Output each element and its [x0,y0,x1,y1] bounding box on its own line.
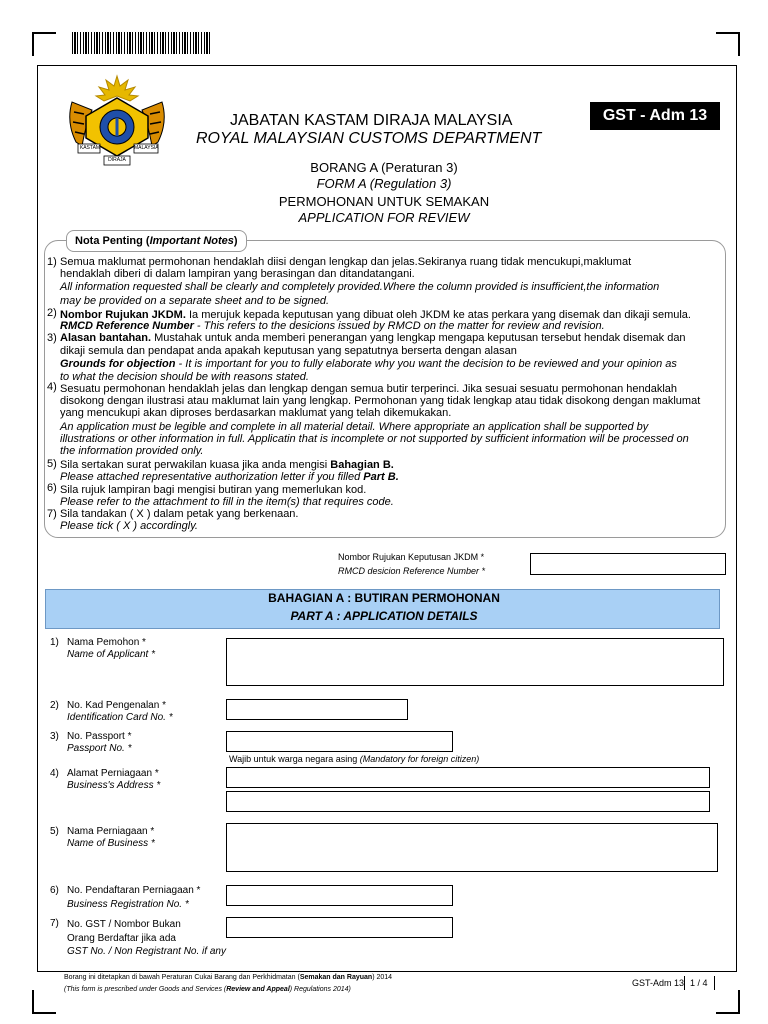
crop-mark-top-left [32,32,56,56]
note-2-line-1: Nombor Rujukan JKDM. Ia merujuk kepada keputusan yang dibuat oleh JKDM ke atas perkara yang disemak dan dikaji semula. [60,309,691,321]
business-reg-label-english: Business Registration No. * [67,899,189,910]
note-number: 5) [47,458,57,470]
field-number: 6) [50,885,59,896]
passport-label-malay: No. Passport * [67,731,132,742]
part-a-title-malay: BAHAGIAN A : BUTIRAN PERMOHONAN [268,591,500,605]
crop-mark-top-right [716,32,740,56]
business-name-label-english: Name of Business * [67,838,155,849]
business-address-field-line-2[interactable] [226,791,710,812]
note-number: 7) [47,508,57,520]
footer-regulation-english: (This form is prescribed under Goods and Services (Review and Appeal) Regulations 2014) [64,986,351,993]
note-4-line-6: the information provided only. [60,445,204,457]
application-title-english: APPLICATION FOR REVIEW [298,210,470,225]
footer-divider [714,976,715,990]
ref-number-field[interactable] [530,553,726,575]
note-3-line-3: Grounds for objection - It is important for you to fully elaborate why you want the decision to be reviewed and your opinion as [60,358,677,370]
ic-number-label-english: Identification Card No. * [67,712,173,723]
field-number: 5) [50,826,59,837]
note-5-line-2: Please attached representative authorization letter if you filled Part B. [60,471,399,483]
field-number: 2) [50,700,59,711]
application-title-malay: PERMOHONAN UNTUK SEMAKAN [278,194,490,209]
note-1-line-3: All information requested shall be clearly and completely provided.Where the column provided is insufficient,the information [60,281,660,293]
business-reg-label-malay: No. Pendaftaran Perniagaan * [67,885,201,896]
gst-number-label-malay-line-2: Orang Berdaftar jika ada [67,933,176,944]
field-number: 3) [50,731,59,742]
note-number: 3) [47,332,57,344]
business-address-label-malay: Alamat Perniagaan * [67,768,159,779]
logo-label-bottom: DIRAJA [108,157,126,163]
logo-label-left: KASTAM [79,145,101,151]
gst-number-label-malay-line-1: No. GST / Nombor Bukan [67,919,181,930]
barcode [72,32,212,54]
note-6-line-1: Sila rujuk lampiran bagi mengisi butiran yang memerlukan kod. [60,484,367,496]
note-1-line-4: may be provided on a separate sheet and to be signed. [60,295,330,307]
passport-mandatory-note: Wajib untuk warga negara asing (Mandatory for foreign citizen) [229,754,480,764]
footer-regulation-malay: Borang ini ditetapkan di bawah Peraturan Cukai Barang dan Perkhidmatan (Semakan dan Rayuan) 2014 [64,974,393,981]
ic-number-label-malay: No. Kad Pengenalan * [67,700,166,711]
footer-page-number: 1 / 4 [690,978,708,988]
note-1-line-1: Semua maklumat permohonan hendaklah diisi dengan lengkap dan jelas.Sekiranya ruang tidak mencukupi,maklumat [60,256,632,268]
field-number: 4) [50,768,59,779]
applicant-name-label-english: Name of Applicant * [67,649,156,660]
important-notes-heading: Nota Penting (Important Notes) [66,230,247,252]
note-4-line-4: An application must be legible and complete in all material detail. Where appropriate an application shall be supported by [60,421,649,433]
note-3-line-1: Alasan bantahan. Mustahak untuk anda memberi penerangan yang lengkap mengapa keputusan tersebut hendak disemak dan [60,332,686,344]
note-4-line-2: disokong dengan ilustrasi atau maklumat lain yang lengkap. Permohonan yang tidak lengkap atau tidak disokong dengan maklumat [60,395,701,407]
note-number: 6) [47,482,57,494]
note-4-line-1: Sesuatu permohonan hendaklah jelas dan lengkap dengan semua butir terperinci. Jika sesuai sesuatu permohonan hendaklah [60,383,678,395]
applicant-name-field[interactable] [226,638,724,686]
business-name-label-malay: Nama Perniagaan * [67,826,155,837]
note-number: 4) [47,381,57,393]
business-address-field-line-1[interactable] [226,767,710,788]
note-3-line-4: to what the decision should be with reasons stated. [60,371,309,383]
form-code-badge: GST - Adm 13 [590,102,720,130]
ref-number-label-english: RMCD desicion Reference Number * [338,566,486,576]
footer-form-code: GST-Adm 13 [632,978,685,988]
note-4-line-5: illustrations or other information in full. Applicatin that is incomplete or not supported by sufficient information will be processed on [60,433,689,445]
note-5-line-1: Sila sertakan surat perwakilan kuasa jika anda mengisi Bahagian B. [60,459,394,471]
business-registration-field[interactable] [226,885,453,906]
crop-mark-bottom-left [32,990,56,1014]
note-6-line-2: Please refer to the attachment to fill in the item(s) that requires code. [60,496,394,508]
form-title-english: FORM A (Regulation 3) [316,176,452,191]
field-number: 7) [50,918,59,929]
footer-divider [684,976,685,990]
customs-crest-logo [58,72,176,170]
dept-name-malay: JABATAN KASTAM DIRAJA MALAYSIA [230,112,513,129]
ref-number-label-malay: Nombor Rujukan Keputusan JKDM * [338,552,485,562]
applicant-name-label-malay: Nama Pemohon * [67,637,146,648]
crop-mark-bottom-right [716,990,740,1014]
ic-number-field[interactable] [226,699,408,720]
part-a-title-english: PART A : APPLICATION DETAILS [290,609,478,623]
form-title-malay: BORANG A (Peraturan 3) [310,160,458,175]
note-number: 2) [47,307,57,319]
note-7-line-2: Please tick ( X ) accordingly. [60,520,198,532]
note-4-line-3: yang mencukupi akan diproses berdasarkan maklumat yang telah dikemukakan. [60,407,452,419]
note-1-line-2: hendaklah diberi di dalam lampiran yang berasingan dan ditandatangani. [60,268,415,280]
note-3-line-2: dikaji semula dan pendapat anda apakah keputusan yang sepatutnya berserta dengan alasan [60,345,517,357]
gst-number-label-english: GST No. / Non Registrant No. if any [67,946,226,957]
note-2-line-2: RMCD Reference Number - This refers to the desicions issued by RMCD on the matter for review and revision. [60,320,605,332]
passport-label-english: Passport No. * [67,743,132,754]
business-name-field[interactable] [226,823,718,872]
dept-name-english: ROYAL MALAYSIAN CUSTOMS DEPARTMENT [196,130,542,147]
note-7-line-1: Sila tandakan ( X ) dalam petak yang berkenaan. [60,508,299,520]
gst-number-field[interactable] [226,917,453,938]
logo-label-right: MALAYSIA [134,145,159,151]
business-address-label-english: Business's Address * [67,780,161,791]
note-number: 1) [47,256,57,268]
field-number: 1) [50,637,59,648]
passport-number-field[interactable] [226,731,453,752]
